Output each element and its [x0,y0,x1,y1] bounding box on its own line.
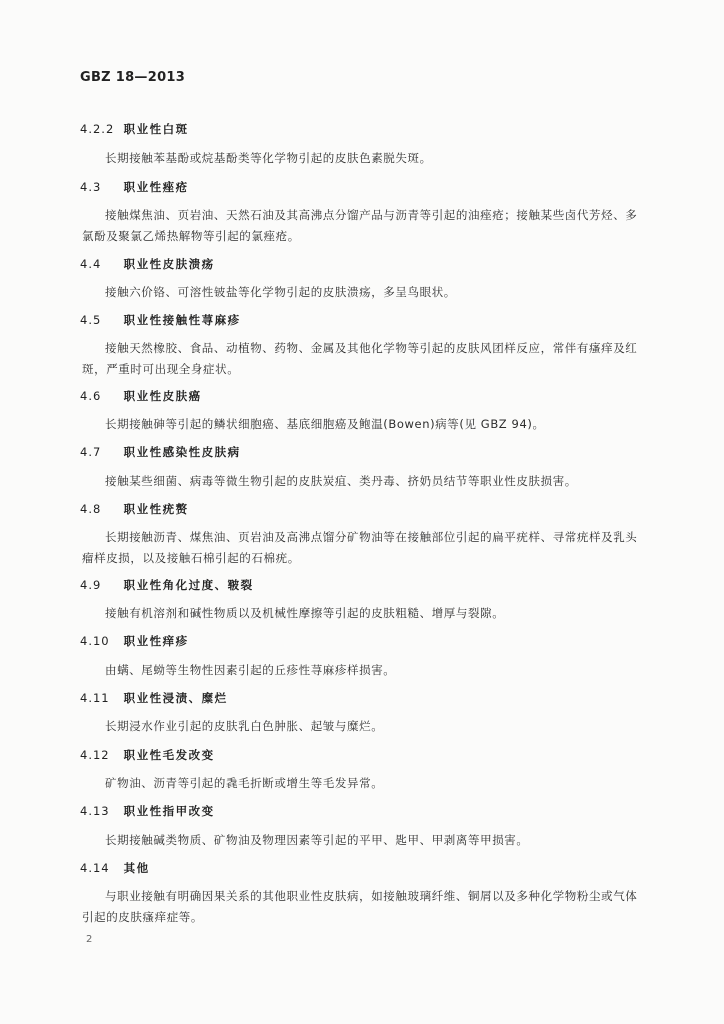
section-heading-4-4 [80,256,215,272]
section-number: 4.10 [80,634,110,648]
section-body-4-3: 接触煤焦油、页岩油、天然石油及其高沸点分馏产品与沥青等引起的油痤疮；接触某些卤代芳烃、多氯酚及聚氯乙烯热解物等引起的氯痤疮。 [82,208,638,243]
section-body-4-7: 接触某些细菌、病毒等微生物引起的皮肤炭疽、类丹毒、挤奶员结节等职业性皮肤损害。 [105,474,577,488]
section-heading-4-8 [80,501,189,517]
section-title: 职业性皮肤癌 [123,389,202,403]
section-number: 4.5 [80,313,102,327]
section-number: 4.13 [80,804,110,818]
section-body-4-12: 矿物油、沥青等引起的毳毛折断或增生等毛发异常。 [105,776,384,790]
section-body-4-4: 接触六价铬、可溶性铍盐等化学物引起的皮肤溃疡，多呈鸟眼状。 [105,285,456,299]
section-body-4-2-2: 长期接触苯基酚或烷基酚类等化学物引起的皮肤色素脱失斑。 [105,151,432,165]
section-heading-4-11 [80,690,228,706]
document-header: GBZ 18—2013 [80,70,186,85]
section-number: 4.7 [80,445,102,459]
section-number: 4.3 [80,180,102,194]
page-number: 2 [86,934,93,945]
section-number: 4.4 [80,257,102,271]
section-number: 4.12 [80,748,110,762]
section-heading-4-6 [80,388,202,404]
section-number: 4.6 [80,389,102,403]
section-title: 职业性浸渍、糜烂 [123,691,228,705]
section-title: 职业性皮肤溃疡 [123,257,215,271]
section-body-4-10: 由螨、尾蚴等生物性因素引起的丘疹性荨麻疹样损害。 [105,663,396,677]
section-number: 4.11 [80,691,110,705]
section-body-4-5: 接触天然橡胶、食品、动植物、药物、金属及其他化学物等引起的皮肤风团样反应，常伴有瘙痒及红斑，严重时可出现全身症状。 [82,341,638,376]
section-title: 职业性毛发改变 [123,748,215,762]
section-number: 4.8 [80,502,102,516]
section-body-4-14: 与职业接触有明确因果关系的其他职业性皮肤病，如接触玻璃纤维、铜屑以及多种化学物粉尘或气体引起的皮肤瘙痒症等。 [82,889,638,924]
section-title: 职业性感染性皮肤病 [123,445,241,459]
section-title: 职业性角化过度、皲裂 [123,578,254,592]
section-heading-4-3 [80,179,189,195]
section-heading-4-7 [80,444,241,460]
section-heading-4-9 [80,577,254,593]
section-title: 职业性痤疮 [123,180,189,194]
section-title: 其他 [123,861,150,875]
section-number: 4.2.2 [80,122,115,136]
section-heading-4-5 [80,312,241,328]
section-heading-4-12 [80,747,215,763]
section-title: 职业性指甲改变 [123,804,215,818]
section-title: 职业性痒疹 [123,634,189,648]
section-title: 职业性疣赘 [123,502,189,516]
section-heading-4-13 [80,803,215,819]
section-body-4-8: 长期接触沥青、煤焦油、页岩油及高沸点馏分矿物油等在接触部位引起的扁平疣样、寻常疣样及乳头瘤样皮损，以及接触石棉引起的石棉疣。 [82,530,638,565]
section-number: 4.14 [80,861,110,875]
section-body-4-6: 长期接触砷等引起的鳞状细胞癌、基底细胞癌及鲍温(Bowen)病等(见 GBZ 94)。 [105,417,545,431]
section-body-4-13: 长期接触碱类物质、矿物油及物理因素等引起的平甲、匙甲、甲剥离等甲损害。 [105,833,529,847]
section-number: 4.9 [80,578,102,592]
section-body-4-9: 接触有机溶剂和碱性物质以及机械性摩擦等引起的皮肤粗糙、增厚与裂隙。 [105,606,505,620]
section-heading-4-14 [80,860,150,876]
section-heading-4-10 [80,633,189,649]
section-body-4-11: 长期浸水作业引起的皮肤乳白色肿胀、起皱与糜烂。 [105,719,384,733]
section-title: 职业性白斑 [123,122,189,136]
section-heading-4-2-2 [80,121,189,137]
section-title: 职业性接触性荨麻疹 [123,313,241,327]
